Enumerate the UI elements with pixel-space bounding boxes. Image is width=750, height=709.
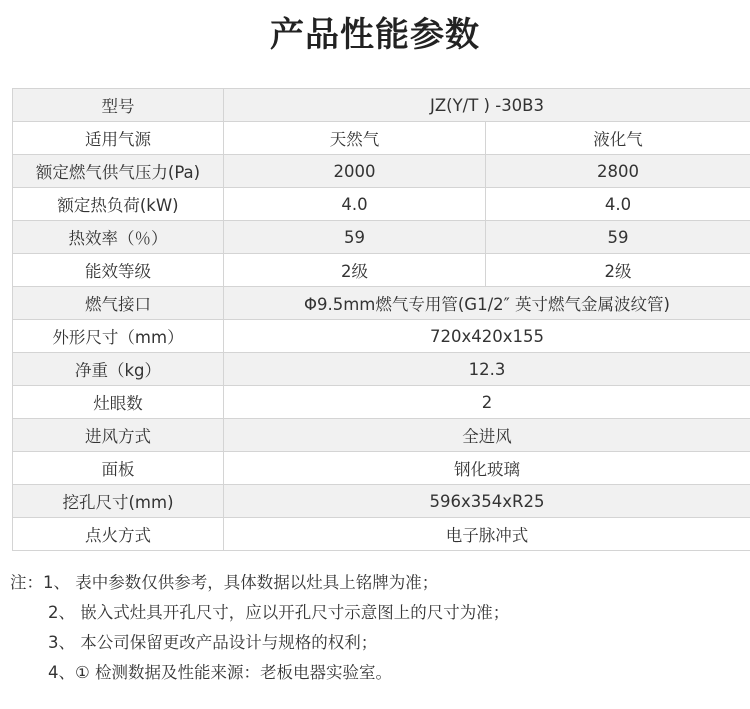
table-row: [13, 122, 750, 155]
row-label: 灶眼数: [13, 386, 224, 419]
row-value: JZ(Y/T ) -30B3: [224, 89, 750, 122]
row-label: 点火方式: [13, 518, 224, 551]
footnote-1: 注：1、 表中参数仅供参考，具体数据以灶具上铭牌为准；: [10, 573, 439, 592]
table-row: [13, 353, 750, 386]
row-label: 进风方式: [13, 419, 224, 452]
row-label: 燃气接口: [13, 287, 224, 320]
row-label: 能效等级: [13, 254, 224, 287]
footnote-3: 3、 本公司保留更改产品设计与规格的权利；: [48, 633, 378, 652]
row-label: 净重（kg）: [13, 353, 224, 386]
table-row: [13, 155, 750, 188]
row-value: 钢化玻璃: [224, 452, 750, 485]
table-row: [13, 221, 750, 254]
row-label: 型号: [13, 89, 224, 122]
spec-table: [12, 88, 750, 551]
natural-gas-value: 2000: [224, 155, 486, 188]
footnotes: [10, 568, 740, 688]
lpg-value: 4.0: [486, 188, 750, 221]
row-value: 596x354xR25: [224, 485, 750, 518]
table-row: [13, 518, 750, 551]
row-label: 额定热负荷(kW): [13, 188, 224, 221]
table-row: [13, 89, 750, 122]
table-row: [13, 320, 750, 353]
natural-gas-value: 天然气: [224, 122, 486, 155]
natural-gas-value: 2级: [224, 254, 486, 287]
row-label: 面板: [13, 452, 224, 485]
lpg-value: 2级: [486, 254, 750, 287]
table-row: [13, 188, 750, 221]
row-label: 热效率（％）: [13, 221, 224, 254]
row-value: 2: [224, 386, 750, 419]
table-row: [13, 254, 750, 287]
table-row: [13, 386, 750, 419]
row-value: 12.3: [224, 353, 750, 386]
table-row: [13, 287, 750, 320]
row-value: 720x420x155: [224, 320, 750, 353]
natural-gas-value: 4.0: [224, 188, 486, 221]
row-value: 电子脉冲式: [224, 518, 750, 551]
footnote-2: 2、 嵌入式灶具开孔尺寸，应以开孔尺寸示意图上的尺寸为准；: [48, 603, 510, 622]
row-label: 外形尺寸（mm）: [13, 320, 224, 353]
table-row: [13, 485, 750, 518]
lpg-value: 液化气: [486, 122, 750, 155]
row-label: 挖孔尺寸(mm): [13, 485, 224, 518]
row-value: 全进风: [224, 419, 750, 452]
footnote-4: 4、① 检测数据及性能来源：老板电器实验室。: [48, 663, 393, 682]
lpg-value: 2800: [486, 155, 750, 188]
natural-gas-value: 59: [224, 221, 486, 254]
row-label: 额定燃气供气压力(Pa): [13, 155, 224, 188]
table-row: [13, 419, 750, 452]
table-row: [13, 452, 750, 485]
page-title: 产品性能参数: [270, 15, 480, 55]
row-value: Φ9.5mm燃气专用管(G1/2″ 英寸燃气金属波纹管): [224, 287, 750, 320]
row-label: 适用气源: [13, 122, 224, 155]
lpg-value: 59: [486, 221, 750, 254]
